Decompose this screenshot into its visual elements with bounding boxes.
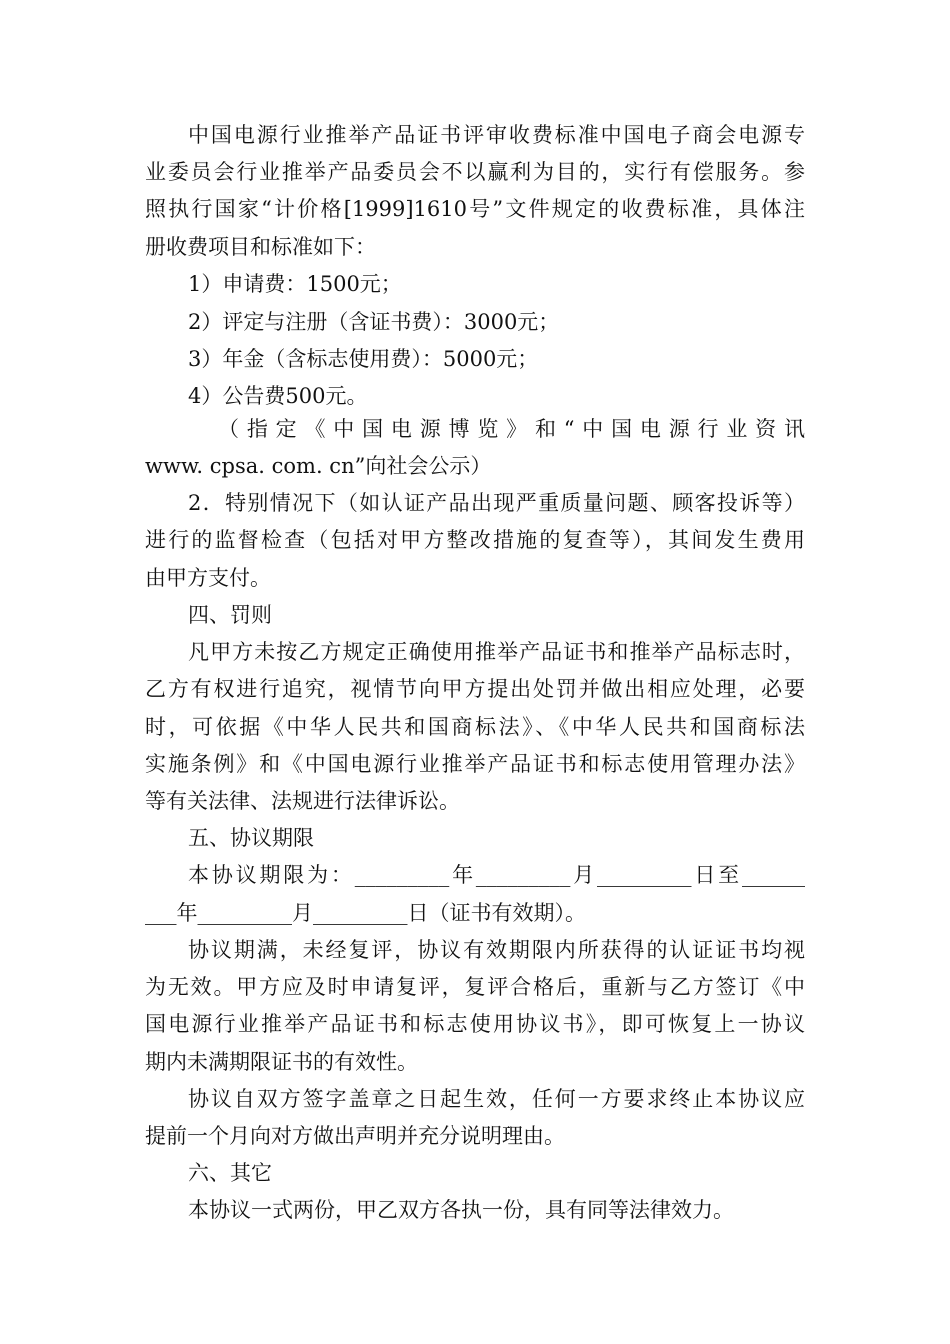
paragraph-line: 中国电源行业推举产品证书评审收费标准中国电子商会电源专	[188, 123, 805, 147]
paragraph-line: 业委员会行业推举产品委员会不以赢利为目的，实行有偿服务。参	[145, 160, 805, 184]
paragraph-line: 国电源行业推举产品证书和标志使用协议书》，即可恢复上一协议	[145, 1012, 805, 1036]
paragraph-line: 时，可依据《中华人民共和国商标法》、《中华人民共和国商标法	[145, 715, 805, 739]
paragraph-line: 乙方有权进行追究，视情节向甲方提出处罚并做出相应处理，必要	[145, 677, 805, 701]
paragraph-line: 等有关法律、法规进行法律诉讼。	[145, 789, 460, 813]
paragraph-line: 本协议一式两份，甲乙双方各执一份，具有同等法律效力。	[188, 1198, 734, 1222]
paragraph-line: www. cpsa. com. cn”向社会公示）	[145, 454, 492, 478]
paragraph-line: 实施条例》和《中国电源行业推举产品证书和标志使用管理办法》	[145, 752, 805, 776]
paragraph-line: 为无效。甲方应及时申请复评，复评合格后，重新与乙方签订《中	[145, 975, 805, 999]
paragraph-line: 凡甲方未按乙方规定正确使用推举产品证书和推举产品标志时，	[188, 640, 805, 664]
fee-item: 1）申请费：1500元；	[188, 272, 402, 296]
section-heading: 六、其它	[188, 1161, 272, 1185]
paragraph-line: 2．特别情况下（如认证产品出现严重质量问题、顾客投诉等）	[188, 491, 805, 515]
section-heading: 四、罚则	[188, 603, 272, 627]
paragraph-line: 进行的监督检查（包括对甲方整改措施的复查等），其间发生费用	[145, 528, 805, 552]
fee-item: 2）评定与注册（含证书费）：3000元；	[188, 310, 560, 334]
paragraph-line: 册收费项目和标准如下：	[145, 235, 376, 259]
fee-item: 3）年金（含标志使用费）：5000元；	[188, 347, 539, 371]
paragraph-line: 提前一个月向对方做出声明并充分说明理由。	[145, 1124, 565, 1148]
fee-item: 4）公告费500元。	[188, 384, 368, 408]
paragraph-line: 协议期满，未经复评，协议有效期限内所获得的认证证书均视	[188, 938, 805, 962]
paragraph-line: （指定《中国电源博览》和“中国电源行业资讯	[218, 417, 805, 441]
section-heading: 五、协议期限	[188, 826, 314, 850]
term-line: ___年_________月_________日（证书有效期）。	[145, 901, 586, 925]
paragraph-line: 照执行国家“计价格[1999]1610号”文件规定的收费标准，具体注	[145, 197, 805, 221]
paragraph-line: 由甲方支付。	[145, 566, 271, 590]
paragraph-line: 协议自双方签字盖章之日起生效，任何一方要求终止本协议应	[188, 1087, 805, 1111]
term-line: 本协议期限为：_________年_________月_________日至______	[188, 863, 805, 887]
paragraph-line: 期内未满期限证书的有效性。	[145, 1050, 418, 1074]
